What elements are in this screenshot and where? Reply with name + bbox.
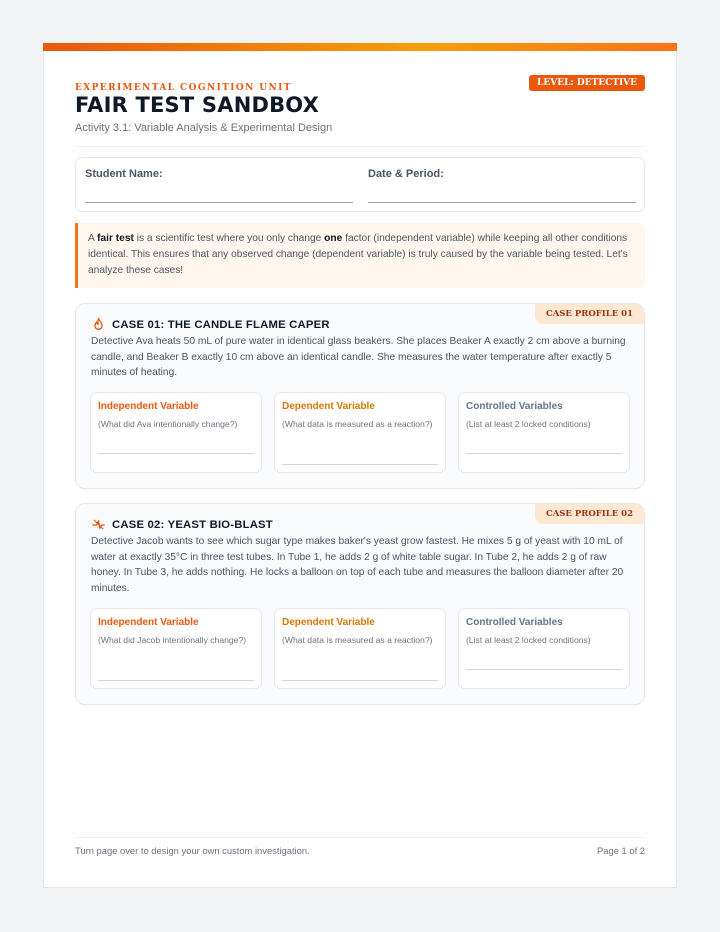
page-subtitle: Activity 3.1: Variable Analysis & Experimental Design	[75, 122, 333, 134]
reaction-icon	[91, 517, 106, 532]
answer-line	[98, 453, 254, 454]
box-hint: (What data is measured as a reaction?)	[282, 635, 433, 645]
controlled-variables-box[interactable]	[458, 608, 630, 689]
box-title: Independent Variable	[98, 401, 199, 412]
callout-emphasis: one	[324, 233, 343, 244]
answer-line	[282, 464, 438, 465]
level-badge: LEVEL: DETECTIVE	[529, 75, 645, 91]
box-title: Dependent Variable	[282, 617, 375, 628]
callout-middle: is a scientific test where you only change	[133, 233, 325, 244]
box-hint: (List at least 2 locked conditions)	[466, 419, 591, 429]
dependent-variable-box[interactable]	[274, 392, 446, 473]
answer-line	[466, 453, 622, 454]
box-title: Independent Variable	[98, 617, 199, 628]
footer-instruction: Turn page over to design your own custom investigation.	[75, 845, 310, 856]
page-number: Page 1 of 2	[597, 845, 645, 856]
date-period-label: Date & Period:	[368, 168, 444, 180]
case-title: CASE 01: THE CANDLE FLAME CAPER	[112, 318, 330, 331]
dependent-variable-box[interactable]	[274, 608, 446, 689]
box-hint: (What did Ava intentionally change?)	[98, 419, 238, 429]
controlled-variables-box[interactable]	[458, 392, 630, 473]
box-hint: (List at least 2 locked conditions)	[466, 635, 591, 645]
case-card-01	[75, 303, 645, 489]
date-period-field[interactable]	[368, 202, 636, 203]
box-title: Controlled Variables	[466, 617, 563, 628]
case-card-02	[75, 503, 645, 705]
answer-line	[282, 680, 438, 681]
worksheet-page	[43, 43, 677, 888]
flame-icon	[91, 317, 106, 332]
independent-variable-box[interactable]	[90, 392, 262, 473]
footer-divider	[75, 837, 645, 838]
callout-rest: factor (independent variable) while keeping all other conditions identical. This ensures that any observed change (dependent variable) is truly caused by the variable being tested. Let's analyze these cases!	[88, 233, 628, 276]
callout-prefix: A	[88, 233, 98, 244]
box-title: Dependent Variable	[282, 401, 375, 412]
header-divider	[75, 146, 645, 147]
case-profile-tag: CASE PROFILE 02	[535, 504, 644, 524]
case-header	[91, 317, 330, 332]
case-profile-tag: CASE PROFILE 01	[535, 304, 644, 324]
student-name-field[interactable]	[85, 202, 353, 203]
student-info-box	[75, 157, 645, 212]
box-hint: (What did Jacob intentionally change?)	[98, 635, 247, 645]
answer-line	[466, 669, 622, 670]
case-description: Detective Jacob wants to see which sugar type makes baker's yeast grow fastest. He mixes 5 g of yeast with 10 mL of water at exactly 35°C in three test tubes. In Tube 1, he adds 2 g of white table sugar. In Tube 2, he adds 2 g of raw honey. In Tube 3, he adds nothing. He locks a balloon on top of each tube and measures the balloon diameter after 20 minutes.	[91, 536, 624, 594]
box-title: Controlled Variables	[466, 401, 563, 412]
page-title: FAIR TEST SANDBOX	[75, 93, 319, 117]
independent-variable-box[interactable]	[90, 608, 262, 689]
fair-test-callout	[75, 223, 645, 288]
student-name-label: Student Name:	[85, 168, 163, 180]
answer-line	[98, 680, 254, 681]
box-hint: (What data is measured as a reaction?)	[282, 419, 433, 429]
case-title: CASE 02: YEAST BIO-BLAST	[112, 518, 273, 531]
callout-term: fair test	[97, 233, 134, 244]
unit-eyebrow: EXPERIMENTAL COGNITION UNIT	[75, 83, 292, 93]
case-description: Detective Ava heats 50 mL of pure water in identical glass beakers. She places Beaker A exactly 2 cm above a burning candle, and Beaker B exactly 10 cm above an identical candle. She measures the water temperature after exactly 5 minutes of heating.	[91, 336, 626, 379]
case-header	[91, 517, 273, 532]
accent-bar	[43, 43, 677, 51]
